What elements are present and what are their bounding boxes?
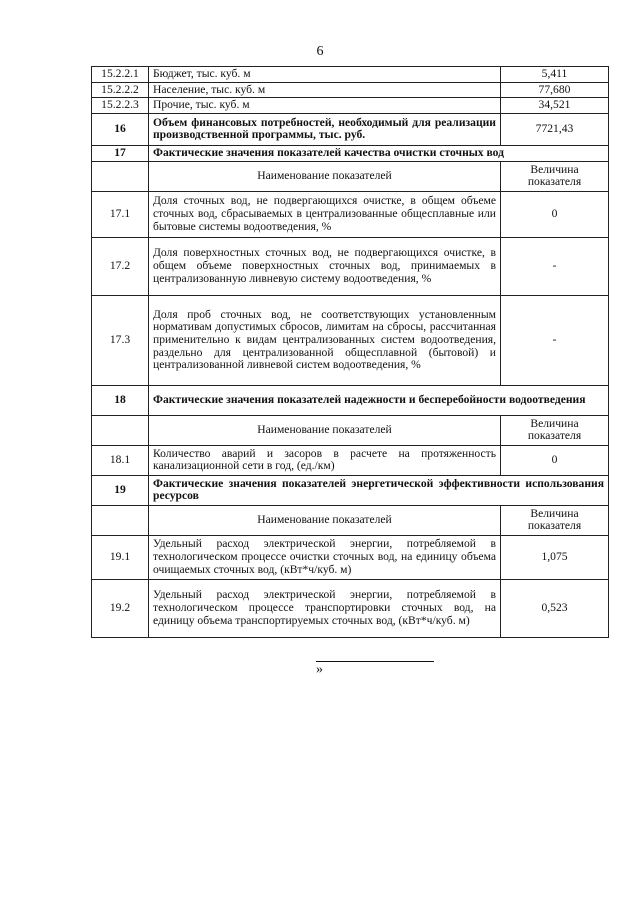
- table-row: [92, 82, 609, 98]
- row-number: 15.2.2.1: [92, 67, 149, 83]
- column-header-row: [92, 161, 609, 191]
- signature-line: [316, 649, 434, 662]
- column-header-name: Наименование показателей: [149, 161, 501, 191]
- row-name: Бюджет, тыс. куб. м: [149, 67, 501, 83]
- empty-cell: [92, 161, 149, 191]
- column-header-row: [92, 415, 609, 445]
- row-value: 0,523: [501, 579, 609, 637]
- row-number: 17.3: [92, 295, 149, 385]
- table-row: [92, 579, 609, 637]
- section-number: 19: [92, 475, 149, 505]
- row-name: Удельный расход электрической энергии, потребляемой в технологическом процессе транспортировки сточных вод, на единицу объема транспортируемых сточных вод, (кВт*ч/куб. м): [149, 579, 501, 637]
- table-row: [92, 295, 609, 385]
- column-header-name: Наименование показателей: [149, 415, 501, 445]
- table-row: [92, 445, 609, 475]
- row-value: 0: [501, 445, 609, 475]
- row-value: 7721,43: [501, 113, 609, 145]
- row-value: 34,521: [501, 98, 609, 114]
- row-value: -: [501, 237, 609, 295]
- table-row: [92, 535, 609, 579]
- empty-cell: [92, 415, 149, 445]
- row-value: 77,680: [501, 82, 609, 98]
- row-number: 19.1: [92, 535, 149, 579]
- row-value: -: [501, 295, 609, 385]
- row-name: Доля проб сточных вод, не соответствующих установленным нормативам допустимых сбросов, лимитам на сбросы, рассчитанная применительно к видам централизованных систем водоотведения, раздельно для централизованной общесплавной (бытовой) и централизованной ливневой систем водоотведения, %: [149, 295, 501, 385]
- row-name: Удельный расход электрической энергии, потребляемой в технологическом процессе очистки сточных вод, на единицу объема очищаемых сточных вод, (кВт*ч/куб. м): [149, 535, 501, 579]
- row-value: 1,075: [501, 535, 609, 579]
- indicators-table: [91, 66, 609, 638]
- empty-cell: [92, 505, 149, 535]
- section-title: Фактические значения показателей надежности и бесперебойности водоотведения: [149, 385, 609, 415]
- section-title: Фактические значения показателей качества очистки сточных вод: [149, 145, 609, 161]
- section-number: 18: [92, 385, 149, 415]
- table-row: [92, 113, 609, 145]
- row-value: 5,411: [501, 67, 609, 83]
- column-header-name: Наименование показателей: [149, 505, 501, 535]
- row-value: 0: [501, 191, 609, 237]
- table-row: [92, 67, 609, 83]
- row-number: 18.1: [92, 445, 149, 475]
- row-name: Доля сточных вод, не подвергающихся очистке, в общем объеме сточных вод, сбрасываемых в централизованные общесплавные или бытовые системы водоотведения, %: [149, 191, 501, 237]
- section-header-row: [92, 475, 609, 505]
- table-row: [92, 191, 609, 237]
- row-number: 17.2: [92, 237, 149, 295]
- row-name: Население, тыс. куб. м: [149, 82, 501, 98]
- section-number: 17: [92, 145, 149, 161]
- row-name: Доля поверхностных сточных вод, не подвергающихся очистке, в общем объеме поверхностных сточных вод, принимаемых в централизованную ливневую систему водоотведения, %: [149, 237, 501, 295]
- row-name: Количество аварий и засоров в расчете на протяженность канализационной сети в год, (ед./км): [149, 445, 501, 475]
- row-name: Объем финансовых потребностей, необходимый для реализации производственной программы, тыс. руб.: [149, 113, 501, 145]
- section-title: Фактические значения показателей энергетической эффективности использования ресурсов: [149, 475, 609, 505]
- row-number: 16: [92, 113, 149, 145]
- row-number: 15.2.2.2: [92, 82, 149, 98]
- column-header-value: Величина показателя: [501, 161, 609, 191]
- row-number: 15.2.2.3: [92, 98, 149, 114]
- page-number: 6: [316, 44, 324, 59]
- closing-quote-mark: »: [316, 662, 323, 677]
- row-number: 19.2: [92, 579, 149, 637]
- column-header-value: Величина показателя: [501, 505, 609, 535]
- column-header-row: [92, 505, 609, 535]
- section-header-row: [92, 385, 609, 415]
- table-row: [92, 98, 609, 114]
- row-number: 17.1: [92, 191, 149, 237]
- section-header-row: [92, 145, 609, 161]
- row-name: Прочие, тыс. куб. м: [149, 98, 501, 114]
- table-row: [92, 237, 609, 295]
- closing-line: [316, 646, 438, 678]
- column-header-value: Величина показателя: [501, 415, 609, 445]
